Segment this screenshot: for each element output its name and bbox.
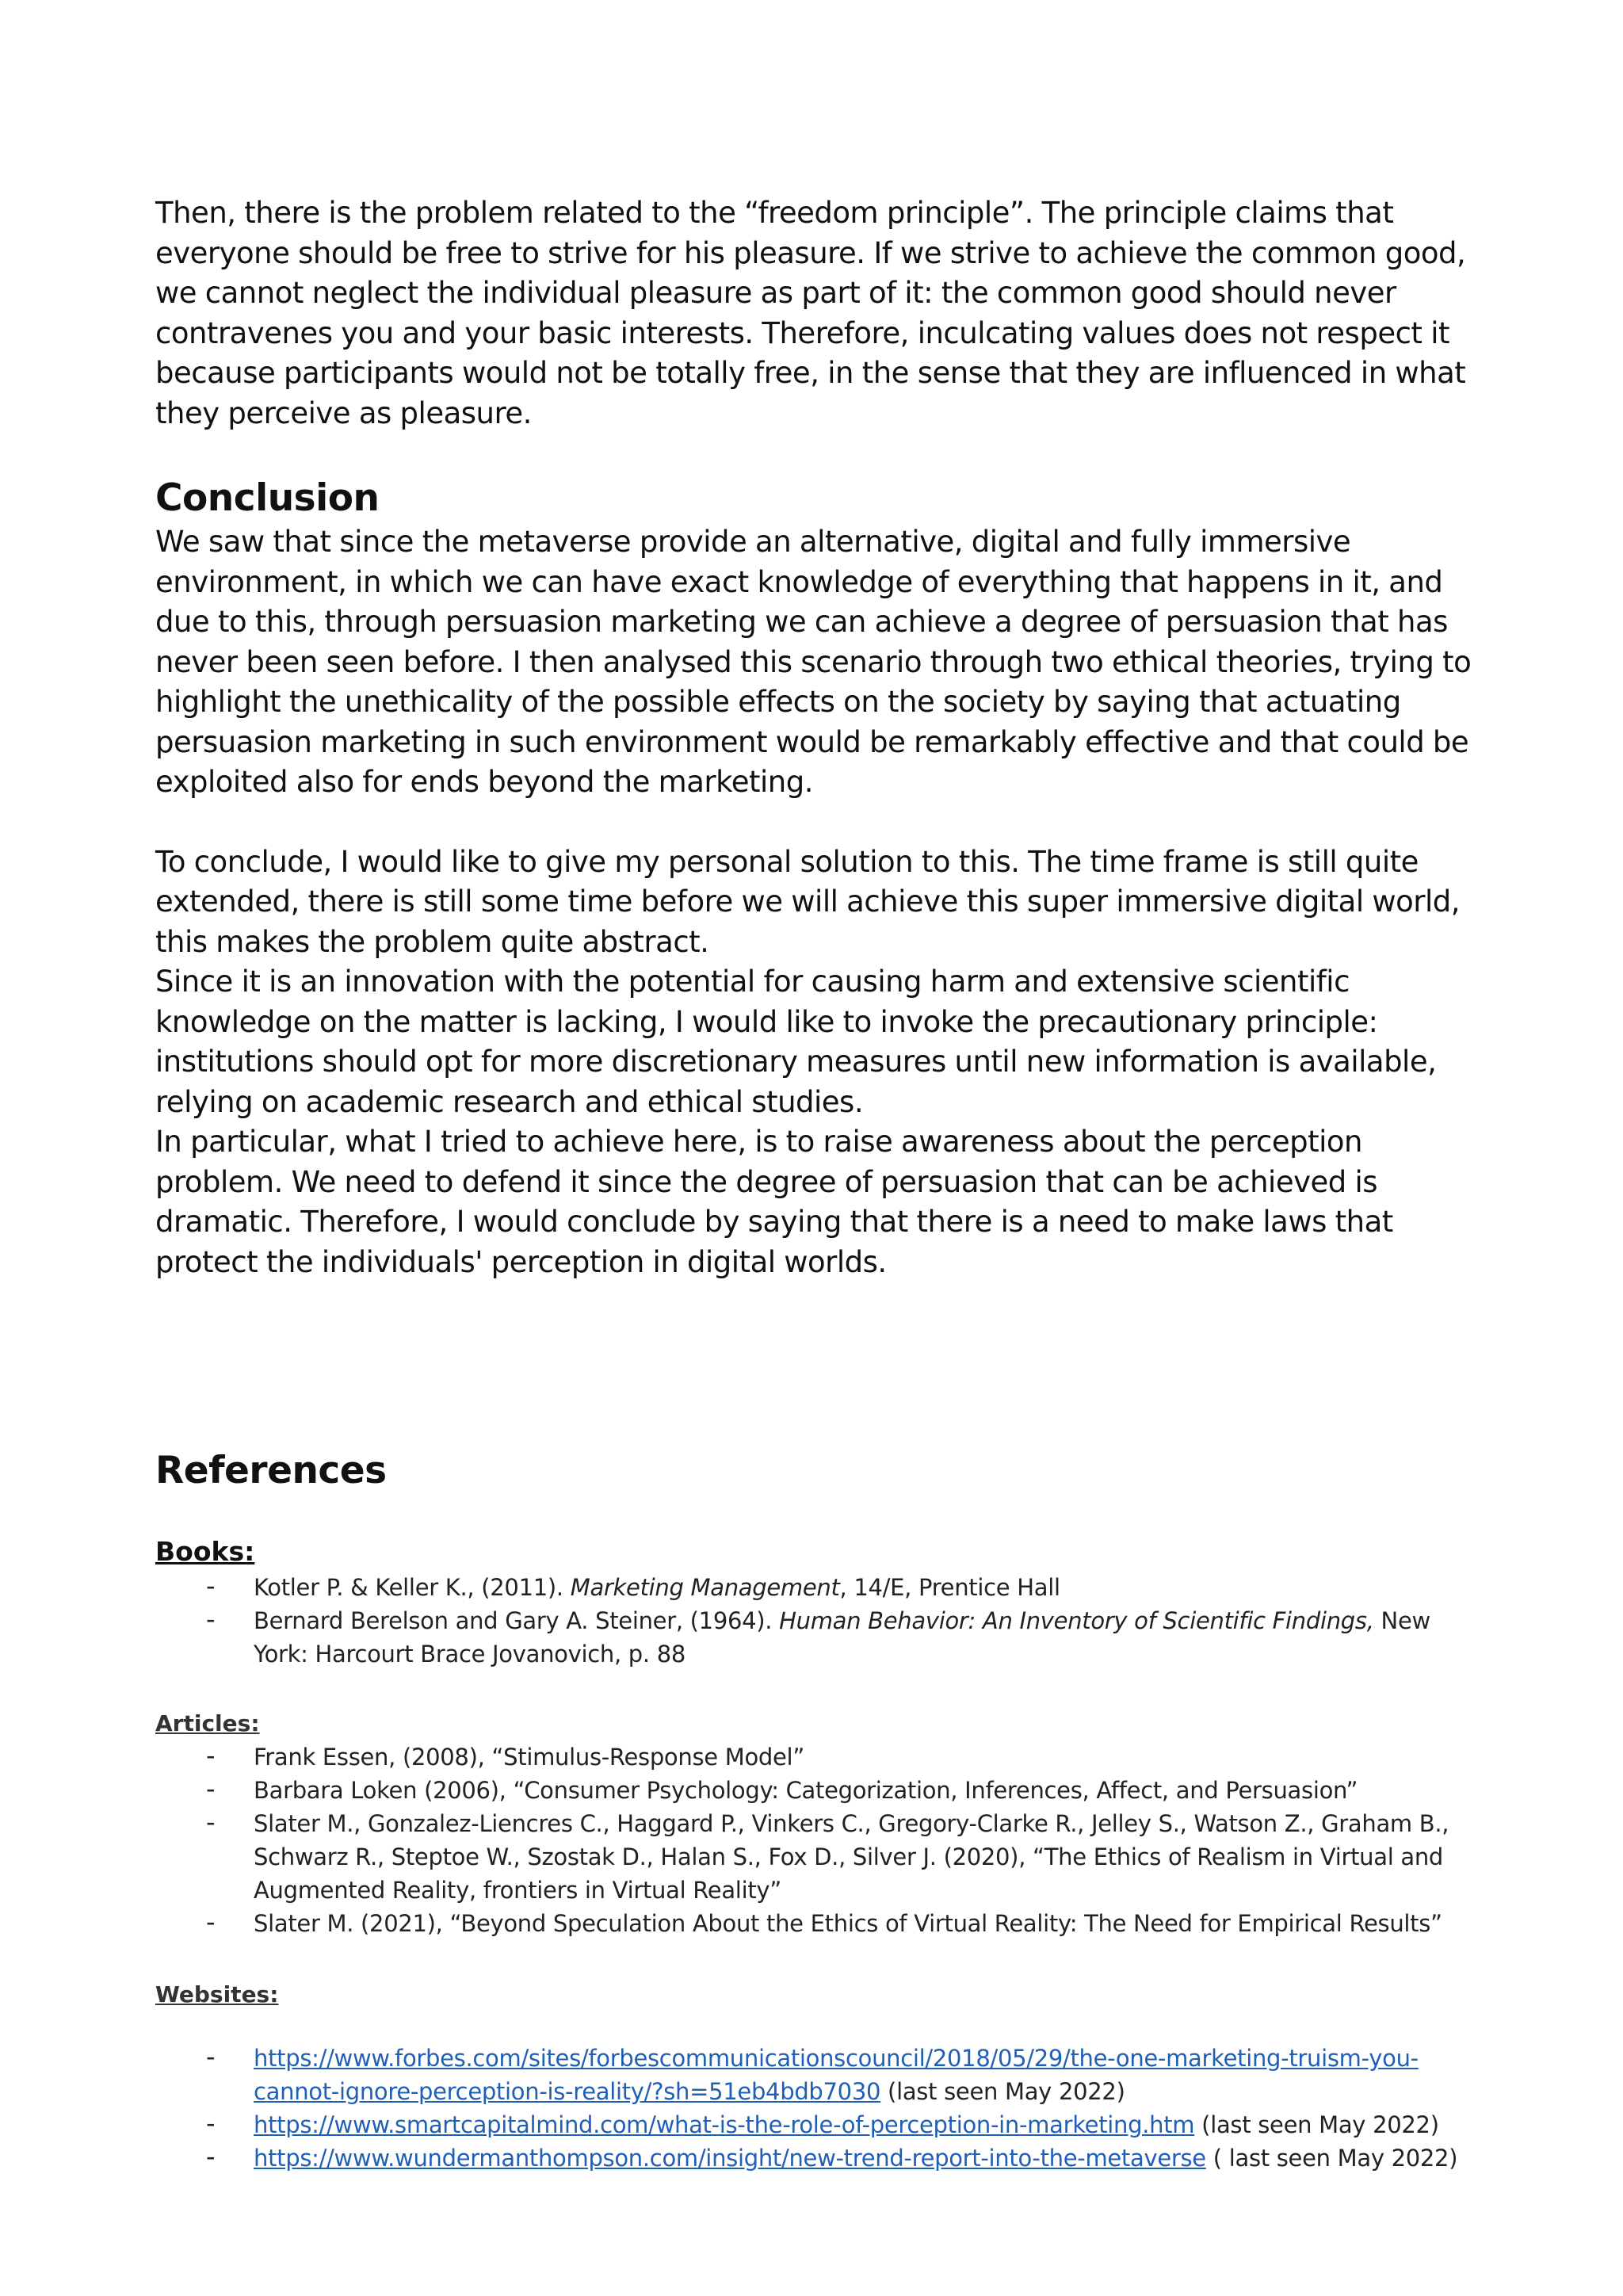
website-link[interactable]: https://www.wundermanthompson.com/insight/new-trend-report-into-the-metaverse <box>254 2145 1206 2172</box>
website-reference <box>155 2141 1480 2175</box>
article-reference-text: Slater M. (2021), “Beyond Speculation About the Ethics of Virtual Reality: The Need for Empirical Results” <box>254 1910 1442 1937</box>
article-reference <box>155 1774 1480 1807</box>
websites-label: Websites: <box>155 1981 279 2008</box>
article-reference-text: Slater M., Gonzalez-Liencres C., Haggard P., Vinkers C., Gregory-Clarke R., Jelley S., Watson Z., Graham B., Schwarz R., Steptoe W., Szostak D., Halan S., Fox D., Silver J. (2020), “The Ethics of Realism in Virtual and Augmented Reality, frontiers in Virtual Reality” <box>254 1810 1449 1904</box>
book-reference <box>155 1571 1480 1604</box>
references-heading: References <box>155 1449 387 1492</box>
list-dash: - <box>206 1571 216 1601</box>
book-reference-title: Marketing Management <box>570 1574 840 1601</box>
website-reference <box>155 2042 1480 2108</box>
list-dash: - <box>206 1907 216 1937</box>
conclusion-paragraph-4: In particular, what I tried to achieve here, is to raise awareness about the perception problem. We need to defend it since the degree of persuasion that can be achieved is dramatic. Therefore, I would conclude by saying that there is a need to make laws that protect the individuals' perception in digital worlds. <box>155 1125 1393 1279</box>
article-reference-text: Barbara Loken (2006), “Consumer Psychology: Categorization, Inferences, Affect, and Persuasion” <box>254 1777 1358 1804</box>
article-reference <box>155 1907 1480 1940</box>
conclusion-paragraph-1: We saw that since the metaverse provide an alternative, digital and fully immersive environment, in which we can have exact knowledge of everything that happens in it, and due to this, through persuasion marketing we can achieve a degree of persuasion that has never been seen before. I then analysed this scenario through two ethical theories, trying to highlight the unethicality of the possible effects on the society by saying that actuating persuasion marketing in such environment would be remarkably effective and that could be exploited also for ends beyond the marketing. <box>155 525 1472 799</box>
list-dash: - <box>206 1740 216 1771</box>
list-dash: - <box>206 2042 216 2072</box>
articles-list <box>155 1740 1480 1940</box>
article-reference <box>155 1807 1480 1907</box>
website-reference <box>155 2108 1480 2141</box>
book-reference-authors: Kotler P. & Keller K., (2011). <box>254 1574 571 1601</box>
article-reference <box>155 1740 1480 1774</box>
paragraph-freedom-principle: Then, there is the problem related to the “freedom principle”. The principle claims that everyone should be free to strive for his pleasure. If we strive to achieve the common good, we cannot neglect the individual pleasure as part of it: the common good should never contravenes you and your basic interests. Therefore, inculcating values does not respect it because participants would not be totally free, in the sense that they are influenced in what they perceive as pleasure. <box>155 196 1466 430</box>
list-dash: - <box>206 1774 216 1804</box>
website-last-seen: ( last seen May 2022) <box>1205 2145 1458 2172</box>
conclusion-heading: Conclusion <box>155 476 380 520</box>
website-last-seen: (last seen May 2022) <box>880 2078 1125 2105</box>
list-dash: - <box>206 1604 216 1634</box>
books-label: Books: <box>155 1536 255 1567</box>
website-link[interactable]: https://www.forbes.com/sites/forbescommunicationscouncil/2018/05/29/the-one-marketing-truism-you-cannot-ignore-perception-is-reality/?sh=51eb4bdb7030 <box>254 2045 1419 2105</box>
articles-label: Articles: <box>155 1710 260 1736</box>
website-last-seen: (last seen May 2022) <box>1194 2111 1439 2138</box>
websites-list <box>155 2042 1480 2175</box>
list-dash: - <box>206 1807 216 1837</box>
book-reference-details: , 14/E, Prentice Hall <box>839 1574 1060 1601</box>
conclusion-paragraph-3: Since it is an innovation with the potential for causing harm and extensive scientific knowledge on the matter is lacking, I would like to invoke the precautionary principle: institutions should opt for more discretionary measures until new information is available, relying on academic research and ethical studies. <box>155 965 1437 1119</box>
book-reference-title: Human Behavior: An Inventory of Scientific Findings, <box>779 1607 1374 1634</box>
website-link[interactable]: https://www.smartcapitalmind.com/what-is-the-role-of-perception-in-marketing.htm <box>254 2111 1195 2138</box>
list-dash: - <box>206 2141 216 2172</box>
books-list <box>155 1571 1480 1671</box>
book-reference-authors: Bernard Berelson and Gary A. Steiner, (1964). <box>254 1607 780 1634</box>
list-dash: - <box>206 2108 216 2138</box>
article-reference-text: Frank Essen, (2008), “Stimulus-Response Model” <box>254 1744 805 1771</box>
conclusion-paragraph-2: To conclude, I would like to give my personal solution to this. The time frame is still quite extended, there is still some time before we will achieve this super immersive digital world, this makes the problem quite abstract. <box>155 844 1461 959</box>
book-reference <box>155 1604 1480 1671</box>
book-reference-details: New York: Harcourt Brace Jovanovich, p. 88 <box>254 1607 1430 1668</box>
